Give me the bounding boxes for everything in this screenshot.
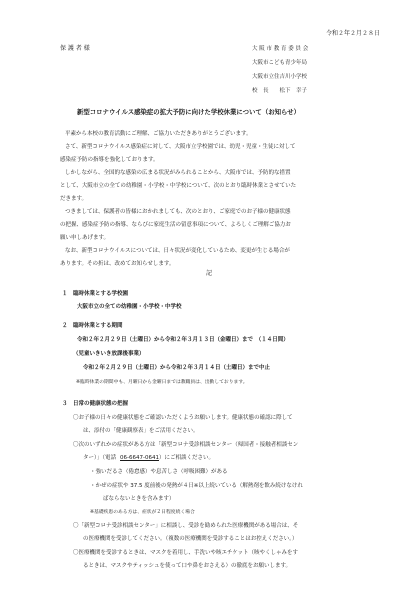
section2-afterschool-period: 令和２年２月２９日（土曜日）から令和２年３月１４日（土曜日）まで中止: [83, 365, 271, 371]
phone-number-link[interactable]: 06-6647-0641: [120, 455, 159, 461]
addressee: 保 護 者 様: [60, 45, 90, 52]
section2-period: 令和２年２月２９日（土曜日）から令和２年３月１３日（金曜日）まで （１４日間）: [77, 337, 289, 343]
body-line: つきましては、保護者の皆様におかれましても、次のとおり、ご家庭でのお子様の健康状態: [65, 209, 291, 215]
section3-heading: ３ 日常の健康状態の把握: [62, 401, 129, 407]
body-line: 願い申しあげます。: [60, 235, 110, 241]
section1-heading: １ 臨時休業とする学校園: [62, 291, 129, 297]
section2-note: ※臨時休業の期間中も、月曜日から金曜日までは教職員は、出勤しております。: [76, 380, 248, 385]
body-line: さて、新型コロナウイルス感染症に対して、大阪市立学校園では、幼児・児童・生徒に対して: [65, 144, 296, 150]
consult-line-prefix: ター）」（電話: [83, 455, 117, 461]
body-line: しかしながら、全国的な感染の広まる状況がみられることから、大阪市では、予防的な措置: [65, 170, 291, 176]
body-line: 感染症予防の指導を強化しております。: [60, 157, 159, 163]
sender-board-of-education: 大 阪 市 教 育 委 員 会: [252, 46, 309, 52]
section3-line: 〇お子様の日々の健康状態をご確認いただくようお願いします。健康状態の確認に際して: [73, 415, 293, 421]
section3-line: るときは、マスクやティッシュを使って口や鼻をおさえる）の徹底をお願いします。: [83, 563, 292, 569]
consult-line: [83, 456, 214, 462]
body-line: だきます。: [60, 196, 88, 202]
section3-line: は、添付の「健康観察表」をご活用ください。: [83, 428, 199, 434]
section3-line: の医療機関を受診してください。（複数の医療機関を受診することはお控えください。）: [83, 536, 298, 542]
section2-afterschool: （児童いきいき放課後事業）: [73, 351, 145, 357]
sender-school: 大阪市立住吉川小学校: [252, 74, 308, 80]
section3-line: 〇次のいずれかの症状がある方は「新型コロナ受診相談センター（帰国者・接触者相談セン: [73, 442, 299, 448]
symptom-note: ※基礎疾患のある方は、症状が２日程度続く場合: [90, 510, 195, 515]
section3-line: 〇医療機関を受診するときは、マスクを着用し、手洗いや咳エチケット（咳やくしゃみをす: [73, 550, 299, 556]
document-title: 新型コロナウイルス感染症の拡大予防に向けた学校休業について（お知らせ）: [77, 108, 300, 116]
symptom-item: ・強いだるさ（倦怠感）や息苦しさ（呼吸困難）がある: [90, 469, 228, 475]
ki-marker: 記: [206, 270, 213, 277]
consult-line-suffix: ）にご相談ください。: [158, 455, 214, 461]
date: 令和２年２月２８日: [325, 30, 380, 37]
sender-youth-bureau: 大阪市こども青少年局: [252, 60, 308, 66]
sender-principal: 校 長 松下 幸子: [252, 88, 308, 94]
section2-heading: ２ 臨時休業とする期間: [62, 323, 123, 329]
body-line: なお、新型コロナウイルスについては、日々状況が変化しているため、変更が生じる場合が: [65, 248, 290, 254]
symptom-item: ・かぜの症状や 37.5 度前後の発熱が４日※以上続いている（解熱剤を飲み続けなけれ: [90, 483, 303, 489]
section3-line: 〇「新型コロナ受診相談センター」に相談し、受診を勧められた医療機関がある場合は、そ: [73, 523, 299, 529]
body-line: 平素から本校の教育活動にご理解、ご協力いただきありがとうございます。: [65, 131, 252, 137]
body-line: の把握、感染症予防の指導、ならびに家庭生活の留意事項について、よろしくご理解ご協力お: [60, 222, 291, 228]
symptom-item-cont: ばならないときを含みます）: [103, 496, 175, 502]
body-line: として、大阪市立の全ての幼稚園・小学校・中学校について、次のとおり臨時休業とさせていた: [60, 183, 297, 189]
body-line: あります。その折は、改めてお知らせします。: [60, 261, 175, 267]
section1-detail: 大阪市立の全ての幼稚園・小学校・中学校: [77, 304, 182, 310]
